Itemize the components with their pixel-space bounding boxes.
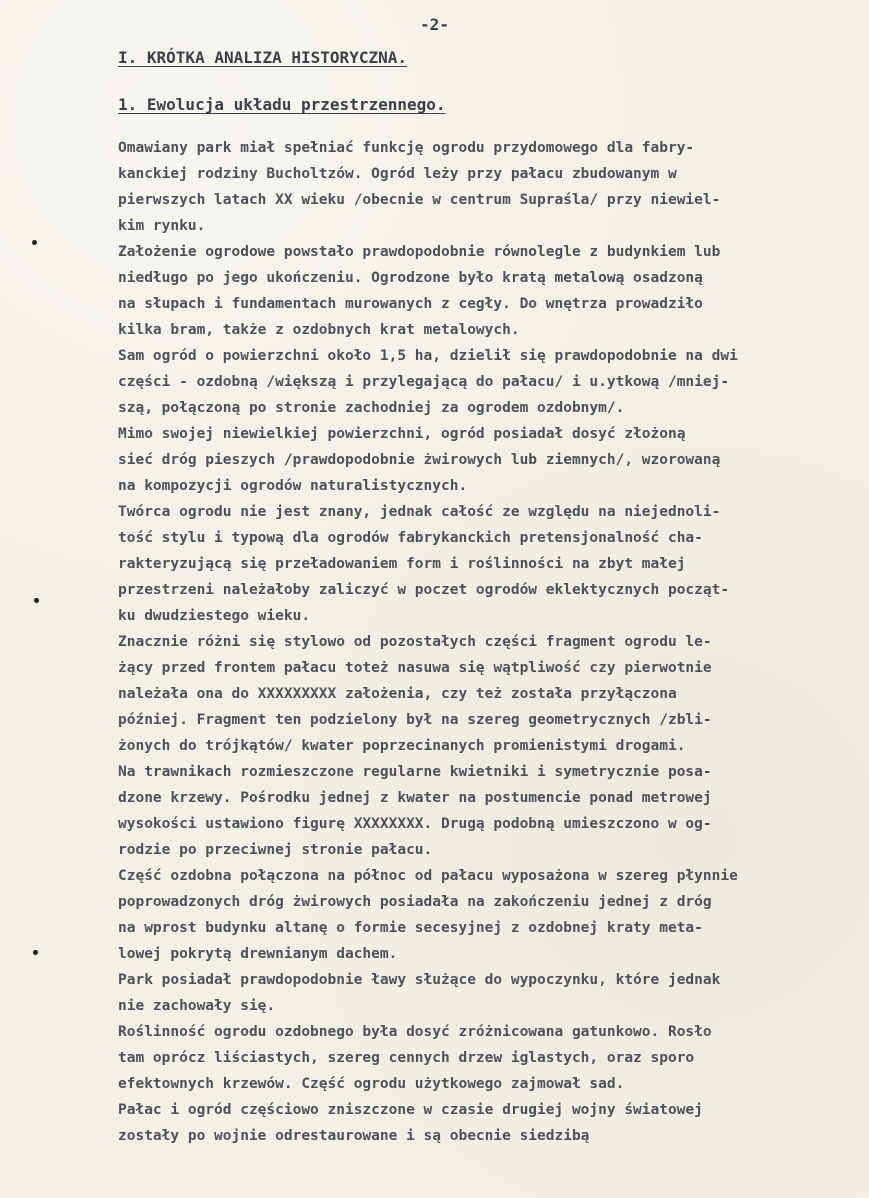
text-line: Mimo swojej niewielkiej powierzchni, ogród posiadał dosyć złożoną	[118, 426, 686, 442]
binder-hole-mark	[33, 950, 38, 955]
text-line: tam oprócz liściastych, szereg cennych drzew iglastych, oraz sporo	[118, 1050, 695, 1066]
text-line: Część ozdobna połączona na północ od pałacu wyposażona w szereg płynnie	[118, 868, 738, 884]
text-line: Na trawnikach rozmieszczone regularne kwietniki i symetrycznie posa-	[118, 764, 712, 780]
text-line: Znacznie różni się stylowo od pozostałych części fragment ogrodu le-	[118, 634, 712, 650]
text-line: kanckiej rodziny Bucholtzów. Ogród leży przy pałacu zbudowanym w	[118, 166, 677, 182]
text-line: przestrzeni należałoby zaliczyć w poczet ogrodów eklektycznych począt-	[118, 582, 730, 598]
text-line: kilka bram, także z ozdobnych krat metalowych.	[118, 322, 520, 338]
text-line: nie zachowały się.	[118, 998, 276, 1014]
subsection-heading: 1. Ewolucja układu przestrzennego.	[118, 95, 446, 114]
text-line: Założenie ogrodowe powstało prawdopodobnie równolegle z budynkiem lub	[118, 244, 721, 260]
text-line: na kompozycji ogrodów naturalistycznych.	[118, 478, 468, 494]
text-line: tość stylu i typową dla ogrodów fabrykanckich pretensjonalność cha-	[118, 530, 703, 546]
text-line: ku dwudziestego wieku.	[118, 608, 311, 624]
text-line: Twórca ogrodu nie jest znany, jednak całość ze względu na niejednoli-	[118, 504, 721, 520]
text-line: poprowadzonych dróg żwirowych posiadała na zakończeniu jednej z dróg	[118, 894, 712, 910]
text-line: efektownych krzewów. Część ogrodu użytkowego zajmował sad.	[118, 1076, 625, 1092]
text-line: należała ona do XXXXXXXXX założenia, czy też została przyłączona	[118, 686, 677, 702]
text-line: sieć dróg pieszych /prawdopodobnie żwirowych lub ziemnych/, wzorowaną	[118, 452, 721, 468]
text-line: szą, połączoną po stronie zachodniej za ogrodem ozdobnym/.	[118, 400, 625, 416]
text-line: lowej pokrytą drewnianym dachem.	[118, 946, 398, 962]
text-line: Pałac i ogród częściowo zniszczone w czasie drugiej wojny światowej	[118, 1102, 703, 1118]
text-line: na słupach i fundamentach murowanych z cegły. Do wnętrza prowadziło	[118, 296, 703, 312]
text-line: żący przed frontem pałacu toteż nasuwa się wątpliwość czy pierwotnie	[118, 660, 712, 676]
text-line: części - ozdobną /większą i przylegającą do pałacu/ i u.ytkową /mniej-	[118, 374, 730, 390]
text-line: Park posiadał prawdopodobnie ławy służące do wypoczynku, które jednak	[118, 972, 721, 988]
text-line: rodzie po przeciwnej stronie pałacu.	[118, 842, 433, 858]
text-line: żonych do trójkątów/ kwater poprzecinanych promienistymi drogami.	[118, 738, 686, 754]
binder-hole-mark	[32, 240, 37, 245]
text-line: Omawiany park miał spełniać funkcję ogrodu przydomowego dla fabry-	[118, 140, 695, 156]
text-line: kim rynku.	[118, 218, 206, 234]
text-line: zostały po wojnie odrestaurowane i są obecnie siedzibą	[118, 1128, 590, 1144]
text-line: pierwszych latach XX wieku /obecnie w centrum Supraśla/ przy niewiel-	[118, 192, 721, 208]
text-line: Sam ogród o powierzchni około 1,5 ha, dzielił się prawdopodobnie na dwi	[118, 348, 738, 364]
section-heading: I. KRÓTKA ANALIZA HISTORYCZNA.	[118, 48, 407, 67]
text-line: na wprost budynku altanę o formie secesyjnej z ozdobnej kraty meta-	[118, 920, 703, 936]
page-number: -2-	[420, 15, 449, 34]
text-line: dzone krzewy. Pośrodku jednej z kwater na postumencie ponad metrowej	[118, 790, 712, 806]
body-text	[118, 135, 858, 1149]
binder-hole-mark	[34, 598, 39, 603]
text-line: niedługo po jego ukończeniu. Ogrodzone było kratą metalową osadzoną	[118, 270, 703, 286]
text-line: Roślinność ogrodu ozdobnego była dosyć zróżnicowana gatunkowo. Rosło	[118, 1024, 712, 1040]
text-line: rakteryzującą się przeładowaniem form i roślinności na zbyt małej	[118, 556, 686, 572]
text-line: wysokości ustawiono figurę XXXXXXXX. Drugą podobną umieszczono w og-	[118, 816, 712, 832]
text-line: później. Fragment ten podzielony był na szereg geometrycznych /zbli-	[118, 712, 712, 728]
